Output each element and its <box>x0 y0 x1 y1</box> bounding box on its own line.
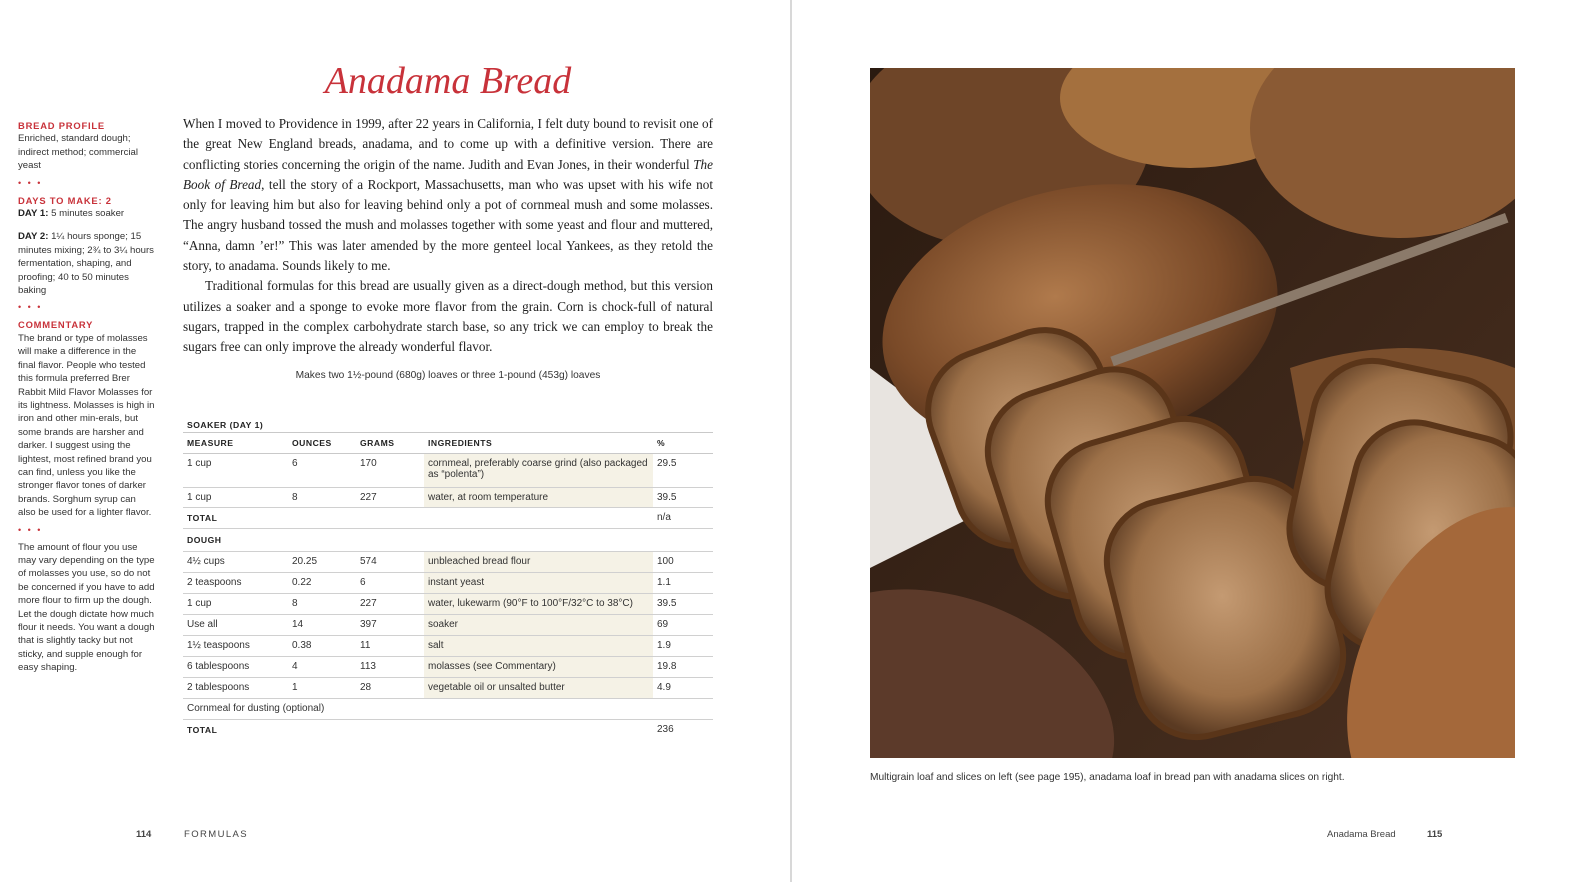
intro-paragraph-1-part-b: , tell the story of a Rockport, Massachusetts, man who was upset with his wife not only for leaving him but also for leaving behind only a pot of cornmeal mush and some molasses. The angry husband tossed the mush and molasses together with some yeast and flour and muttered, “Anna, damn ’er!” This was later amended by the more genteel local Yankees, as they retold the story, to anadama. Sounds likely to me. <box>183 176 714 274</box>
cell-measure: 2 tablespoons <box>183 677 288 698</box>
cell-measure: 4½ cups <box>183 551 288 572</box>
cell-ounces: 1 <box>288 677 356 698</box>
cell-ingredient: salt <box>424 635 653 656</box>
table-row <box>183 487 713 507</box>
cell-ounces: 8 <box>288 487 356 507</box>
cell-grams: 113 <box>356 656 424 677</box>
table-row <box>183 635 713 656</box>
soaker-total-value: n/a <box>653 507 713 528</box>
left-page-number: 114 <box>136 829 152 840</box>
cell-percent: 39.5 <box>653 487 713 507</box>
dough-section-title: DOUGH <box>183 528 713 551</box>
intro-text <box>183 114 713 358</box>
soaker-total-row <box>183 507 713 528</box>
cell-percent: 100 <box>653 551 713 572</box>
bread-profile-heading: BREAD PROFILE <box>18 120 105 131</box>
divider-dots: • • • <box>18 177 43 188</box>
header-percent: % <box>653 432 713 453</box>
soaker-section-title: SOAKER (DAY 1) <box>187 419 264 430</box>
cell-ingredient: soaker <box>424 614 653 635</box>
formula-table <box>183 412 713 740</box>
table-row <box>183 614 713 635</box>
cell-measure: 1 cup <box>183 487 288 507</box>
cell-grams: 28 <box>356 677 424 698</box>
header-measure: MEASURE <box>183 432 288 453</box>
cell-measure: Use all <box>183 614 288 635</box>
dusting-note: Cornmeal for dusting (optional) <box>183 698 713 719</box>
divider-dots: • • • <box>18 524 43 535</box>
divider-dots: • • • <box>18 302 43 313</box>
day-2-detail: 1¼ hours sponge; 15 minutes mixing; 2¾ to 3¼ hours fermentation, shaping, and proofing; 40 to 50 minutes baking <box>18 231 154 297</box>
cell-ounces: 14 <box>288 614 356 635</box>
header-ingredients: INGREDIENTS <box>424 432 653 453</box>
cell-ounces: 0.22 <box>288 572 356 593</box>
cell-ingredient: molasses (see Commentary) <box>424 656 653 677</box>
cell-percent: 69 <box>653 614 713 635</box>
cell-ingredient: water, at room temperature <box>424 487 653 507</box>
yield-line: Makes two 1½-pound (680g) loaves or three 1-pound (453g) loaves <box>295 370 601 381</box>
cell-measure: 2 teaspoons <box>183 572 288 593</box>
cell-percent: 1.1 <box>653 572 713 593</box>
cell-ingredient: water, lukewarm (90°F to 100°F/32°C to 38°C) <box>424 593 653 614</box>
bread-photo-illustration <box>870 68 1515 758</box>
table-row <box>183 572 713 593</box>
cell-measure: 1 cup <box>183 593 288 614</box>
table-row <box>183 593 713 614</box>
cell-percent: 19.8 <box>653 656 713 677</box>
header-ounces: OUNCES <box>288 432 356 453</box>
dough-total-row <box>183 719 713 740</box>
bread-photo <box>870 68 1515 758</box>
cell-percent: 1.9 <box>653 635 713 656</box>
left-page <box>0 0 790 882</box>
table-row <box>183 656 713 677</box>
intro-paragraph-2: Traditional formulas for this bread are usually given as a direct-dough method, but this version utilizes a soaker and a sponge to evoke more flavor from the grain. Corn is chock-full of natural sugars, trapped in the complex carbohydrate starch base, so any trick we can employ to break the sugars free can only improve the already wonderful flavor. <box>183 278 713 355</box>
cell-ingredient: cornmeal, preferably coarse grind (also packaged as “polenta”) <box>424 453 653 487</box>
cell-percent: 39.5 <box>653 593 713 614</box>
sidebar <box>18 119 155 675</box>
day-1-detail: 5 minutes soaker <box>51 208 125 220</box>
intro-paragraph-1-part-a: When I moved to Providence in 1999, after 22 years in California, I felt duty bound to revisit one of the great New England breads, anadama, and to come up with a definitive version. There are conflicting stories concerning the origin of the name. Judith and Evan Jones, in their wonderful <box>183 116 713 172</box>
commentary-heading: COMMENTARY <box>18 319 94 331</box>
cell-measure: 1½ teaspoons <box>183 635 288 656</box>
day-2-text <box>18 230 155 297</box>
table-row <box>183 677 713 698</box>
table-row <box>183 453 713 487</box>
cell-grams: 6 <box>356 572 424 593</box>
total-label: TOTAL <box>183 507 653 528</box>
dough-total-value: 236 <box>657 724 674 736</box>
dusting-row <box>183 698 713 719</box>
cell-measure: 6 tablespoons <box>183 656 288 677</box>
day-2-label: DAY 2: <box>18 231 49 243</box>
day-1-text <box>18 207 155 220</box>
cell-ingredient: vegetable oil or unsalted butter <box>424 677 653 698</box>
cell-grams: 227 <box>356 487 424 507</box>
cell-measure: 1 cup <box>183 453 288 487</box>
commentary-paragraph-1: The brand or type of molasses will make a difference in the final flavor. People who tested this formula preferred Brer Rabbit Mild Flavor Molasses for its lightness. Molasses is high in iron and other min-erals, but some brands are harsher and darker. I suggest using the lightest, most refined brand you can find, unless you like the stronger flavor tones of darker brands. Sorghum syrup can also be used for a lighter flavor. <box>18 332 155 519</box>
cell-percent: 29.5 <box>653 453 713 487</box>
cell-ingredient: unbleached bread flour <box>424 551 653 572</box>
cell-grams: 170 <box>356 453 424 487</box>
cell-grams: 11 <box>356 635 424 656</box>
right-page-number: 115 <box>1427 829 1443 840</box>
cell-ounces: 0.38 <box>288 635 356 656</box>
cell-grams: 397 <box>356 614 424 635</box>
left-running-head: FORMULAS <box>184 829 248 840</box>
page-gutter <box>790 0 792 882</box>
book-title: The Book of Bread <box>183 156 713 192</box>
recipe-title: Anadama Bread <box>324 60 572 102</box>
photo-caption: Multigrain loaf and slices on left (see page 195), anadama loaf in bread pan with anadama slices on right. <box>870 772 1345 783</box>
cell-ounces: 20.25 <box>288 551 356 572</box>
total-label: TOTAL <box>187 724 218 735</box>
right-running-head: Anadama Bread <box>1327 829 1396 840</box>
day-1-label: DAY 1: <box>18 208 49 220</box>
table-row <box>183 551 713 572</box>
cell-grams: 227 <box>356 593 424 614</box>
cell-ounces: 6 <box>288 453 356 487</box>
commentary-paragraph-2: The amount of flour you use may vary depending on the type of molasses you use, so do not be concerned if you have to add more flour to firm up the dough. Let the dough dictate how much flour it needs. You want a dough that is slightly tacky but not sticky, and supple enough for easy shaping. <box>18 541 155 674</box>
header-grams: GRAMS <box>356 432 424 453</box>
cell-grams: 574 <box>356 551 424 572</box>
cell-percent: 4.9 <box>653 677 713 698</box>
cell-ingredient: instant yeast <box>424 572 653 593</box>
cell-ounces: 4 <box>288 656 356 677</box>
intro-paragraph-1 <box>183 114 713 276</box>
bread-profile-text: Enriched, standard dough; indirect method; commercial yeast <box>18 133 138 172</box>
cell-ounces: 8 <box>288 593 356 614</box>
days-to-make-heading: DAYS TO MAKE: 2 <box>18 194 112 206</box>
